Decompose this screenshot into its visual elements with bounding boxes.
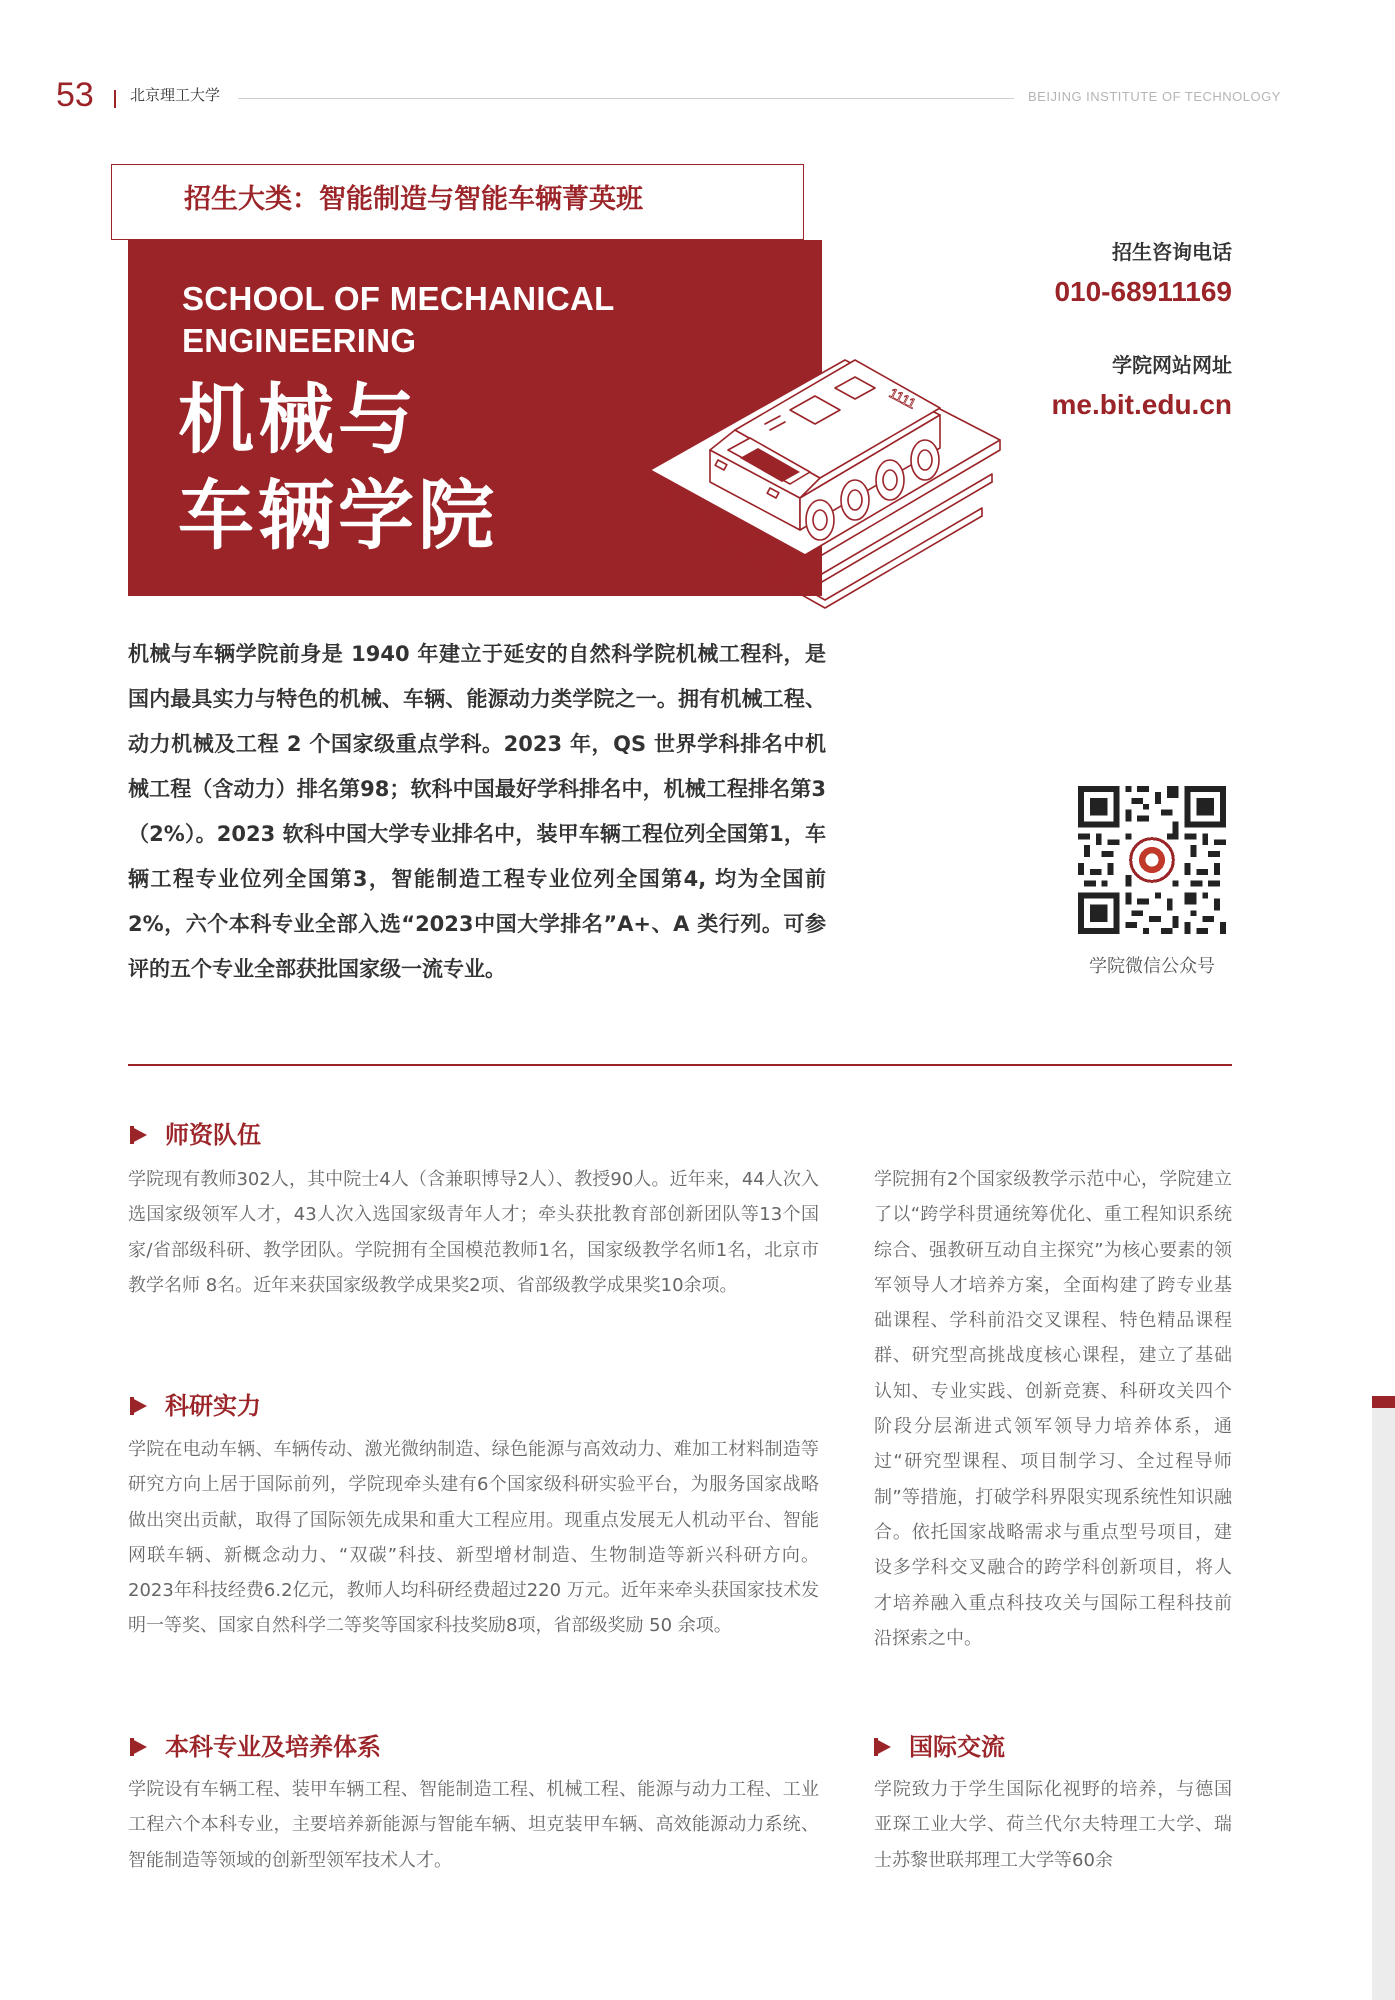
international-text: 学院致力于学生国际化视野的培养，与德国亚琛工业大学、荷兰代尔夫特理工大学、瑞士苏黎世联邦理工大学等60余: [874, 1779, 1232, 1871]
section-marker-icon: [874, 1738, 891, 1756]
section-divider: [128, 1064, 1232, 1066]
research-title: 科研实力: [165, 1392, 261, 1420]
faculty-title: 师资队伍: [165, 1121, 261, 1149]
school-name-en-line2: ENGINEERING: [182, 322, 417, 359]
research-heading: [130, 1394, 261, 1418]
school-name-cn: [178, 372, 498, 564]
admission-phone[interactable]: 010-68911169: [1054, 276, 1232, 307]
header-separator: [114, 90, 116, 108]
wechat-qr-code[interactable]: [1078, 786, 1226, 934]
international-title: 国际交流: [909, 1733, 1005, 1761]
programs-heading: [130, 1735, 381, 1759]
faculty-text: 学院现有教师302人，其中院士4人（含兼职博导2人）、教授90人。近年来，44人次入选国家级领军人才，43人次入选国家级青年人才；牵头获批教育部创新团队等13个国家/省部级科研、教学团队。学院拥有全国模范教师1名，国家级教学名师1名，北京市教学名师 8名。近年来获国家级教学成果奖2项、省部级教学成果奖10余项。: [128, 1169, 819, 1296]
side-tab-bar: [1372, 1396, 1395, 2000]
admission-category: 招生大类：智能制造与智能车辆菁英班: [184, 184, 643, 215]
school-website-link[interactable]: me.bit.edu.cn: [1051, 389, 1232, 420]
international-heading: [874, 1735, 1005, 1759]
research-text: 学院在电动车辆、车辆传动、激光微纳制造、绿色能源与高效动力、难加工材料制造等研究方向上居于国际前列，学院现牵头建有6个国家级科研实验平台，为服务国家战略做出突出贡献，取得了国际领先成果和重大工程应用。现重点发展无人机动平台、智能网联车辆、新概念动力、“双碳”科技、新型增材制造、生物制造等新兴科研方向。2023年科技经费6.2亿元，教师人均科研经费超过220 万元。近年来牵头获国家技术发明一等奖、国家自然科学二等奖等国家科技奖励8项，省部级奖励 50 余项。: [128, 1439, 819, 1637]
website-label: 学院网站网址: [1112, 353, 1232, 377]
side-tab-marker: [1372, 1396, 1395, 1408]
faculty-heading: [130, 1123, 261, 1147]
school-name-cn-line2: 车辆学院: [178, 471, 498, 560]
training-text: 学院拥有2个国家级教学示范中心，学院建立了以“跨学科贯通统筹优化、重工程知识系统综合、强教研互动自主探究”为核心要素的领军领导人才培养方案，全面构建了跨专业基础课程、学科前沿交叉课程、特色精品课程群、研究型高挑战度核心课程，建立了基础认知、专业实践、创新竞赛、科研攻关四个阶段分层渐进式领军领导力培养体系，通过“研究型课程、项目制学习、全过程导师制”等措施，打破学科界限实现系统性知识融合。依托国家战略需求与重点型号项目，建设多学科交叉融合的跨学科创新项目，将人才培养融入重点科技攻关与国际工程科技前沿探索之中。: [874, 1169, 1232, 1649]
svg-text:1111: 1111: [886, 384, 919, 412]
programs-title: 本科专业及培养体系: [165, 1733, 381, 1761]
programs-text: 学院设有车辆工程、装甲车辆工程、智能制造工程、机械工程、能源与动力工程、工业工程六个本科专业，主要培养新能源与智能车辆、坦克装甲车辆、高效能源动力系统、智能制造等领域的创新型领军技术人才。: [128, 1779, 819, 1871]
section-marker-icon: [130, 1126, 147, 1144]
intro-paragraph: 机械与车辆学院前身是 1940 年建立于延安的自然科学院机械工程科，是国内最具实力与特色的机械、车辆、能源动力类学院之一。拥有机械工程、动力机械及工程 2 个国家级重点学科。2023 年，QS 世界学科排名中机械工程（含动力）排名第98；软科中国最好学科排名中，机械工程排名第3（2%）。2023 软科中国大学专业排名中，装甲车辆工程位列全国第1，车辆工程专业位列全国第3，智能制造工程专业位列全国第4, 均为全国前2%，六个本科专业全部入选“2023中国大学排名”A+、A 类行列。可参评的五个专业全部获批国家级一流专业。: [128, 642, 826, 981]
header-rule: [238, 98, 1014, 99]
university-name-en: BEIJING INSTITUTE OF TECHNOLOGY: [1028, 89, 1281, 104]
qr-caption: 学院微信公众号: [1089, 956, 1215, 977]
section-marker-icon: [130, 1397, 147, 1415]
school-name-cn-line1: 机械与: [178, 375, 418, 464]
section-marker-icon: [130, 1738, 147, 1756]
page-number: 53: [56, 76, 94, 114]
school-name-en-line1: SCHOOL OF MECHANICAL: [182, 280, 615, 317]
school-name-en: [182, 278, 615, 362]
university-name: 北京理工大学: [130, 86, 221, 104]
phone-label: 招生咨询电话: [1112, 240, 1232, 264]
armored-vehicle-illustration: [640, 330, 1010, 620]
